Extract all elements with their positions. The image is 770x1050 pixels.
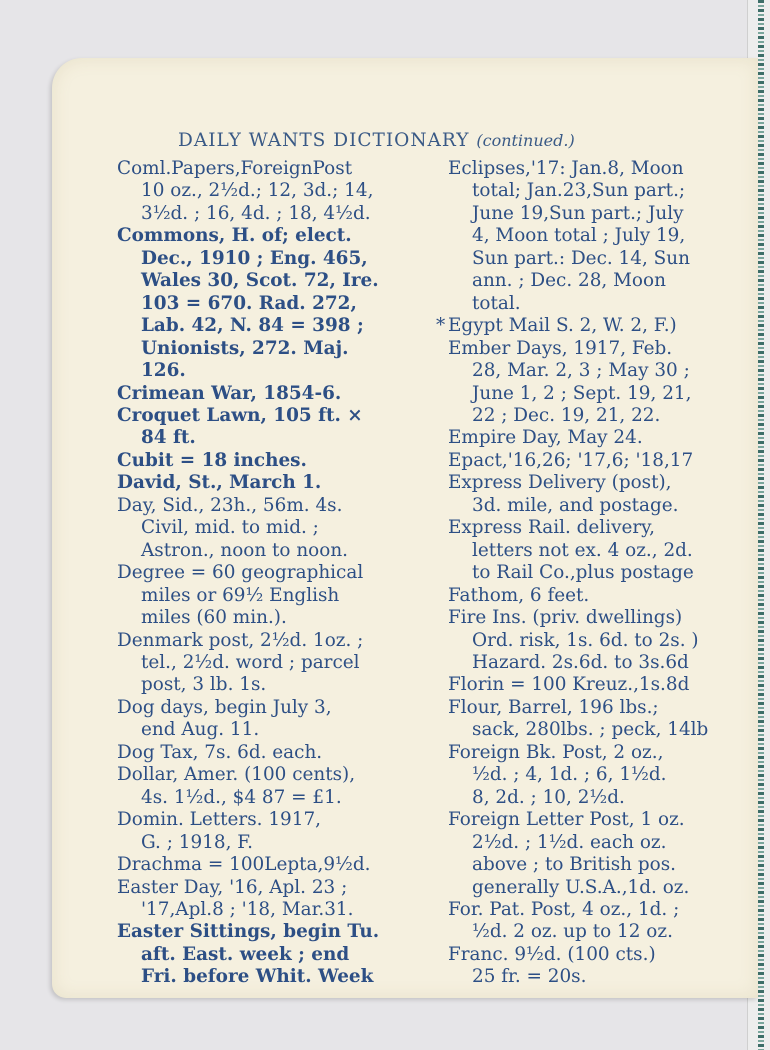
dictionary-entry: Degree = 60 geographical miles or 69½ English miles (60 min.). (117, 562, 364, 629)
dictionary-entry: Dollar, Amer. (100 cents), 4s. 1½d., $4 87 = £1. (117, 764, 356, 808)
dictionary-entry: Epact,'16,26; '17,6; '18,17 (448, 449, 694, 471)
dictionary-entry: Foreign Letter Post, 1 oz. 2½d. ; 1½d. each oz. above ; to British pos. generally U.S.A.,1d. oz. (448, 809, 690, 898)
dictionary-entry: Empire Day, May 24. (448, 427, 643, 449)
dictionary-entry: Fire Ins. (priv. dwellings) Ord. risk, 1s. 6d. to 2s. ) Hazard. 2s.6d. to 3s.6d (448, 607, 699, 673)
dictionary-entry: Fathom, 6 feet. (448, 584, 590, 606)
dictionary-entry: Ember Days, 1917, Feb. 28, Mar. 2, 3 ; May 30 ; June 1, 2 ; Sept. 19, 21, 22 ; Dec. 19, 21, 22. (448, 337, 692, 426)
title-suffix: (continued.) (476, 131, 575, 150)
dictionary-entry: Easter Day, '16, Apl. 23 ; '17,Apl.8 ; '18, Mar.31. (117, 876, 354, 920)
left-column (117, 158, 417, 989)
dictionary-entry: Foreign Bk. Post, 2 oz., ½d. ; 4, 1d. ; 6, 1½d. 8, 2d. ; 10, 2½d. (448, 741, 667, 808)
dictionary-entry: Drachma = 100Lepta,9½d. (117, 854, 371, 876)
dictionary-entry: Croquet Lawn, 105 ft. × 84 ft. (117, 404, 363, 449)
dictionary-entry: Eclipses,'17: Jan.8, Moon total; Jan.23,Sun part.; June 19,Sun part.; July 4, Moon total ; July 19, Sun part.: Dec. 14, Sun ann. ; Dec. 28, Moon total. (448, 158, 690, 314)
dictionary-entry: Florin = 100 Kreuz.,1s.8d (448, 674, 690, 696)
title-text: DAILY WANTS DICTIONARY (178, 130, 470, 151)
dictionary-entry: Domin. Letters. 1917, G. ; 1918, F. (117, 809, 322, 853)
dictionary-entry: Easter Sittings, begin Tu. aft. East. week ; end Fri. before Whit. Week (117, 921, 380, 988)
dictionary-entry: Express Rail. delivery, letters not ex. 4 oz., 2d. to Rail Co.,plus postage (448, 517, 694, 584)
dictionary-entry: Express Delivery (post), 3d. mile, and postage. (448, 472, 679, 516)
right-column (448, 158, 733, 989)
dictionary-entry: Cubit = 18 inches. (117, 449, 307, 471)
dictionary-entry: David, St., March 1. (117, 472, 322, 494)
dictionary-entry: * Egypt Mail S. 2, W. 2, F.) (448, 315, 733, 337)
dictionary-entry: Commons, H. of; elect. Dec., 1910 ; Eng. 465, Wales 30, Scot. 72, Ire. 103 = 670. Rad. 272, Lab. 42, N. 84 = 398 ; Unionists, 272. Maj. 126. (117, 225, 379, 382)
binding-thread (758, 0, 764, 1050)
dictionary-entry: Crimean War, 1854-6. (117, 382, 342, 404)
dictionary-entry: Coml.Papers,ForeignPost 10 oz., 2½d.; 12, 3d.; 14, 3½d. ; 16, 4d. ; 18, 4½d. (117, 158, 374, 224)
dictionary-entry: Day, Sid., 23h., 56m. 4s. Civil, mid. to mid. ; Astron., noon to noon. (117, 494, 349, 561)
dictionary-entry: Flour, Barrel, 196 lbs.; sack, 280lbs. ; peck, 14lb (448, 696, 709, 741)
dictionary-entry: Denmark post, 2½d. 1oz. ; tel., 2½d. word ; parcel post, 3 lb. 1s. (117, 629, 364, 696)
dictionary-entry: Franc. 9½d. (100 cts.) 25 fr. = 20s. (448, 943, 656, 988)
page-title (178, 130, 575, 151)
dictionary-entry: For. Pat. Post, 4 oz., 1d. ; ½d. 2 oz. up to 12 oz. (448, 898, 680, 943)
dictionary-entry: Dog days, begin July 3, end Aug. 11. (117, 696, 332, 741)
dictionary-entry: Dog Tax, 7s. 6d. each. (117, 741, 323, 763)
